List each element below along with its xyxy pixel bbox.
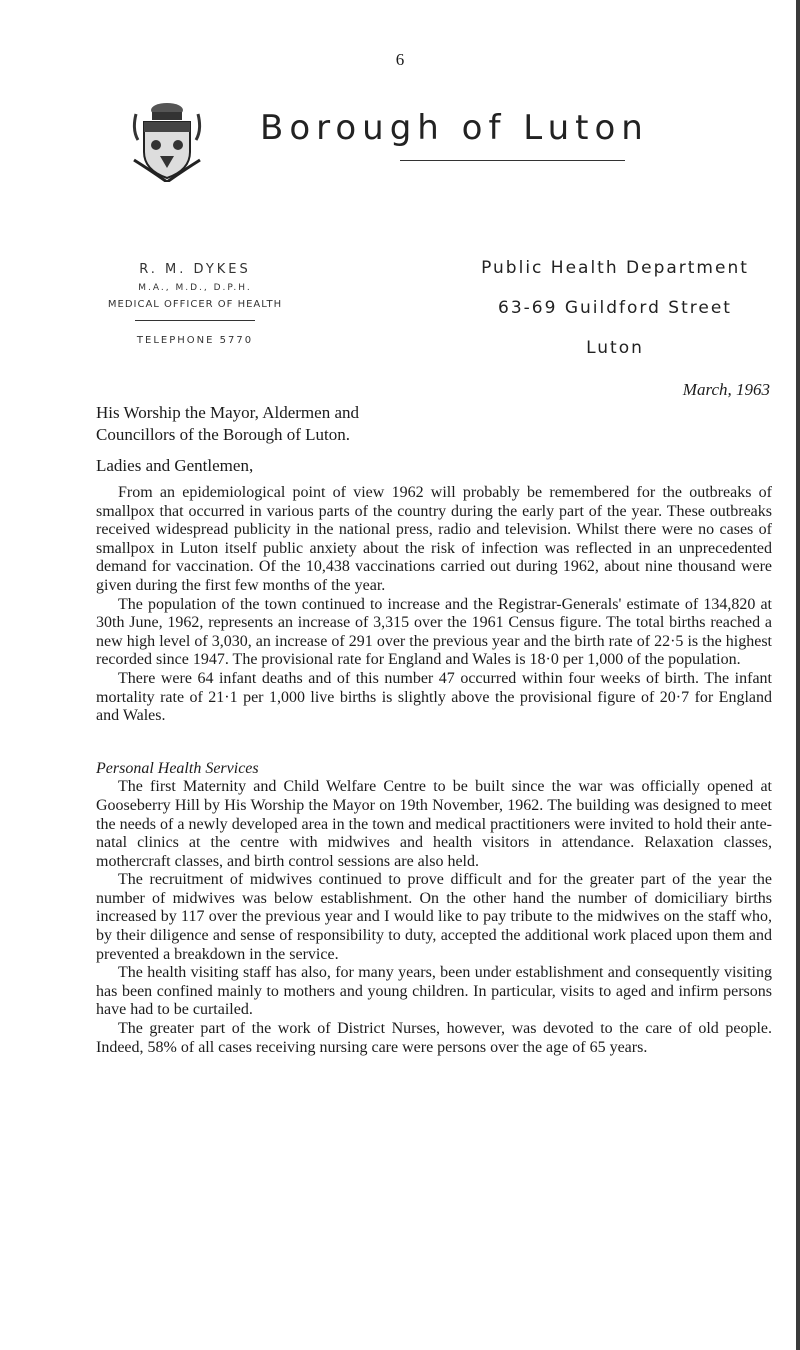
borough-crest-icon <box>130 100 205 182</box>
paragraph: The first Maternity and Child Welfare Centre to be built since the war was officially opened at Gooseberry Hill by His Worship the Mayor on 19th November, 1962. The building was designed to meet the needs of a newly developed area in the town and medical practitioners were invited to hold their ante-natal clinics at the centre with midwives and health visitors in attendance. Relaxation classes, mothercraft classes, and birth control sessions are also held. <box>96 778 772 870</box>
page-number: 6 <box>395 50 405 69</box>
salutation: Ladies and Gentlemen, <box>96 456 254 475</box>
section-heading: Personal Health Services <box>96 759 259 777</box>
paragraph: The greater part of the work of District Nurses, however, was devoted to the care of old people. Indeed, 58% of all cases receiving nursing care were persons over the age of 65 years. <box>96 1020 772 1056</box>
paragraph: From an epidemiological point of view 1962 will probably be remembered for the outbreaks of smallpox that occurred in various parts of the country during the early part of the year. These outbreaks received widespread publicity in the national press, radio and television. Whilst there were no cases of smallpox in Luton itself public anxiety about the risk of infection was reflected in an unprecedented demand for vaccination. Of the 10,438 vaccinations carried out during 1962, about nine thousand were given during the first few months of the year. <box>96 484 772 594</box>
title-divider <box>400 160 625 161</box>
officer-divider <box>135 320 255 321</box>
officer-block <box>100 262 290 346</box>
department-street: 63-69 Guildford Street <box>498 298 732 318</box>
addressee-line: His Worship the Mayor, Aldermen and <box>96 403 359 422</box>
officer-name: R. M. DYKES <box>139 262 251 277</box>
officer-telephone: TELEPHONE 5770 <box>136 335 254 346</box>
addressee-line: Councillors of the Borough of Luton. <box>96 425 351 444</box>
letter-date: March, 1963 <box>682 380 770 399</box>
paragraph: The recruitment of midwives continued to prove difficult and for the greater part of the year the number of midwives was below establishment. On the other hand the number of domiciliary births increased by 117 over the previous year and I would like to pay tribute to the midwives on the staff who, by their diligence and sense of responsibility to duty, accepted the additional work placed upon them and prevented a breakdown in the service. <box>96 871 772 963</box>
letter-body <box>96 478 772 1057</box>
paragraph: There were 64 infant deaths and of this number 47 occurred within four weeks of birth. The infant mortality rate of 21·1 per 1,000 live births is slightly above the provisional figure of 20·7 for England and Wales. <box>96 669 772 725</box>
page-edge-shadow <box>796 0 800 1350</box>
addressee <box>96 402 359 446</box>
officer-qualifications: M.A., M.D., D.P.H. <box>138 283 252 293</box>
borough-title: Borough of Luton <box>260 108 649 148</box>
paragraph: The health visiting staff has also, for many years, been under establishment and consequently visiting has been confined mainly to mothers and young children. In particular, visits to aged and infirm persons have had to be curtailed. <box>96 964 772 1019</box>
department-address <box>460 254 770 374</box>
department-town: Luton <box>586 338 644 358</box>
officer-role: MEDICAL OFFICER OF HEALTH <box>107 299 283 310</box>
paragraph: The population of the town continued to increase and the Registrar-Generals' estimate of 134,820 at 30th June, 1962, represents an increase of 3,315 over the 1961 Census figure. The total births reached a new high level of 3,030, an increase of 291 over the previous year and the birth rate of 22·5 is the highest recorded since 1947. The provisional rate for England and Wales is 18·0 per 1,000 of the population. <box>96 595 772 669</box>
department-name: Public Health Department <box>481 258 749 278</box>
